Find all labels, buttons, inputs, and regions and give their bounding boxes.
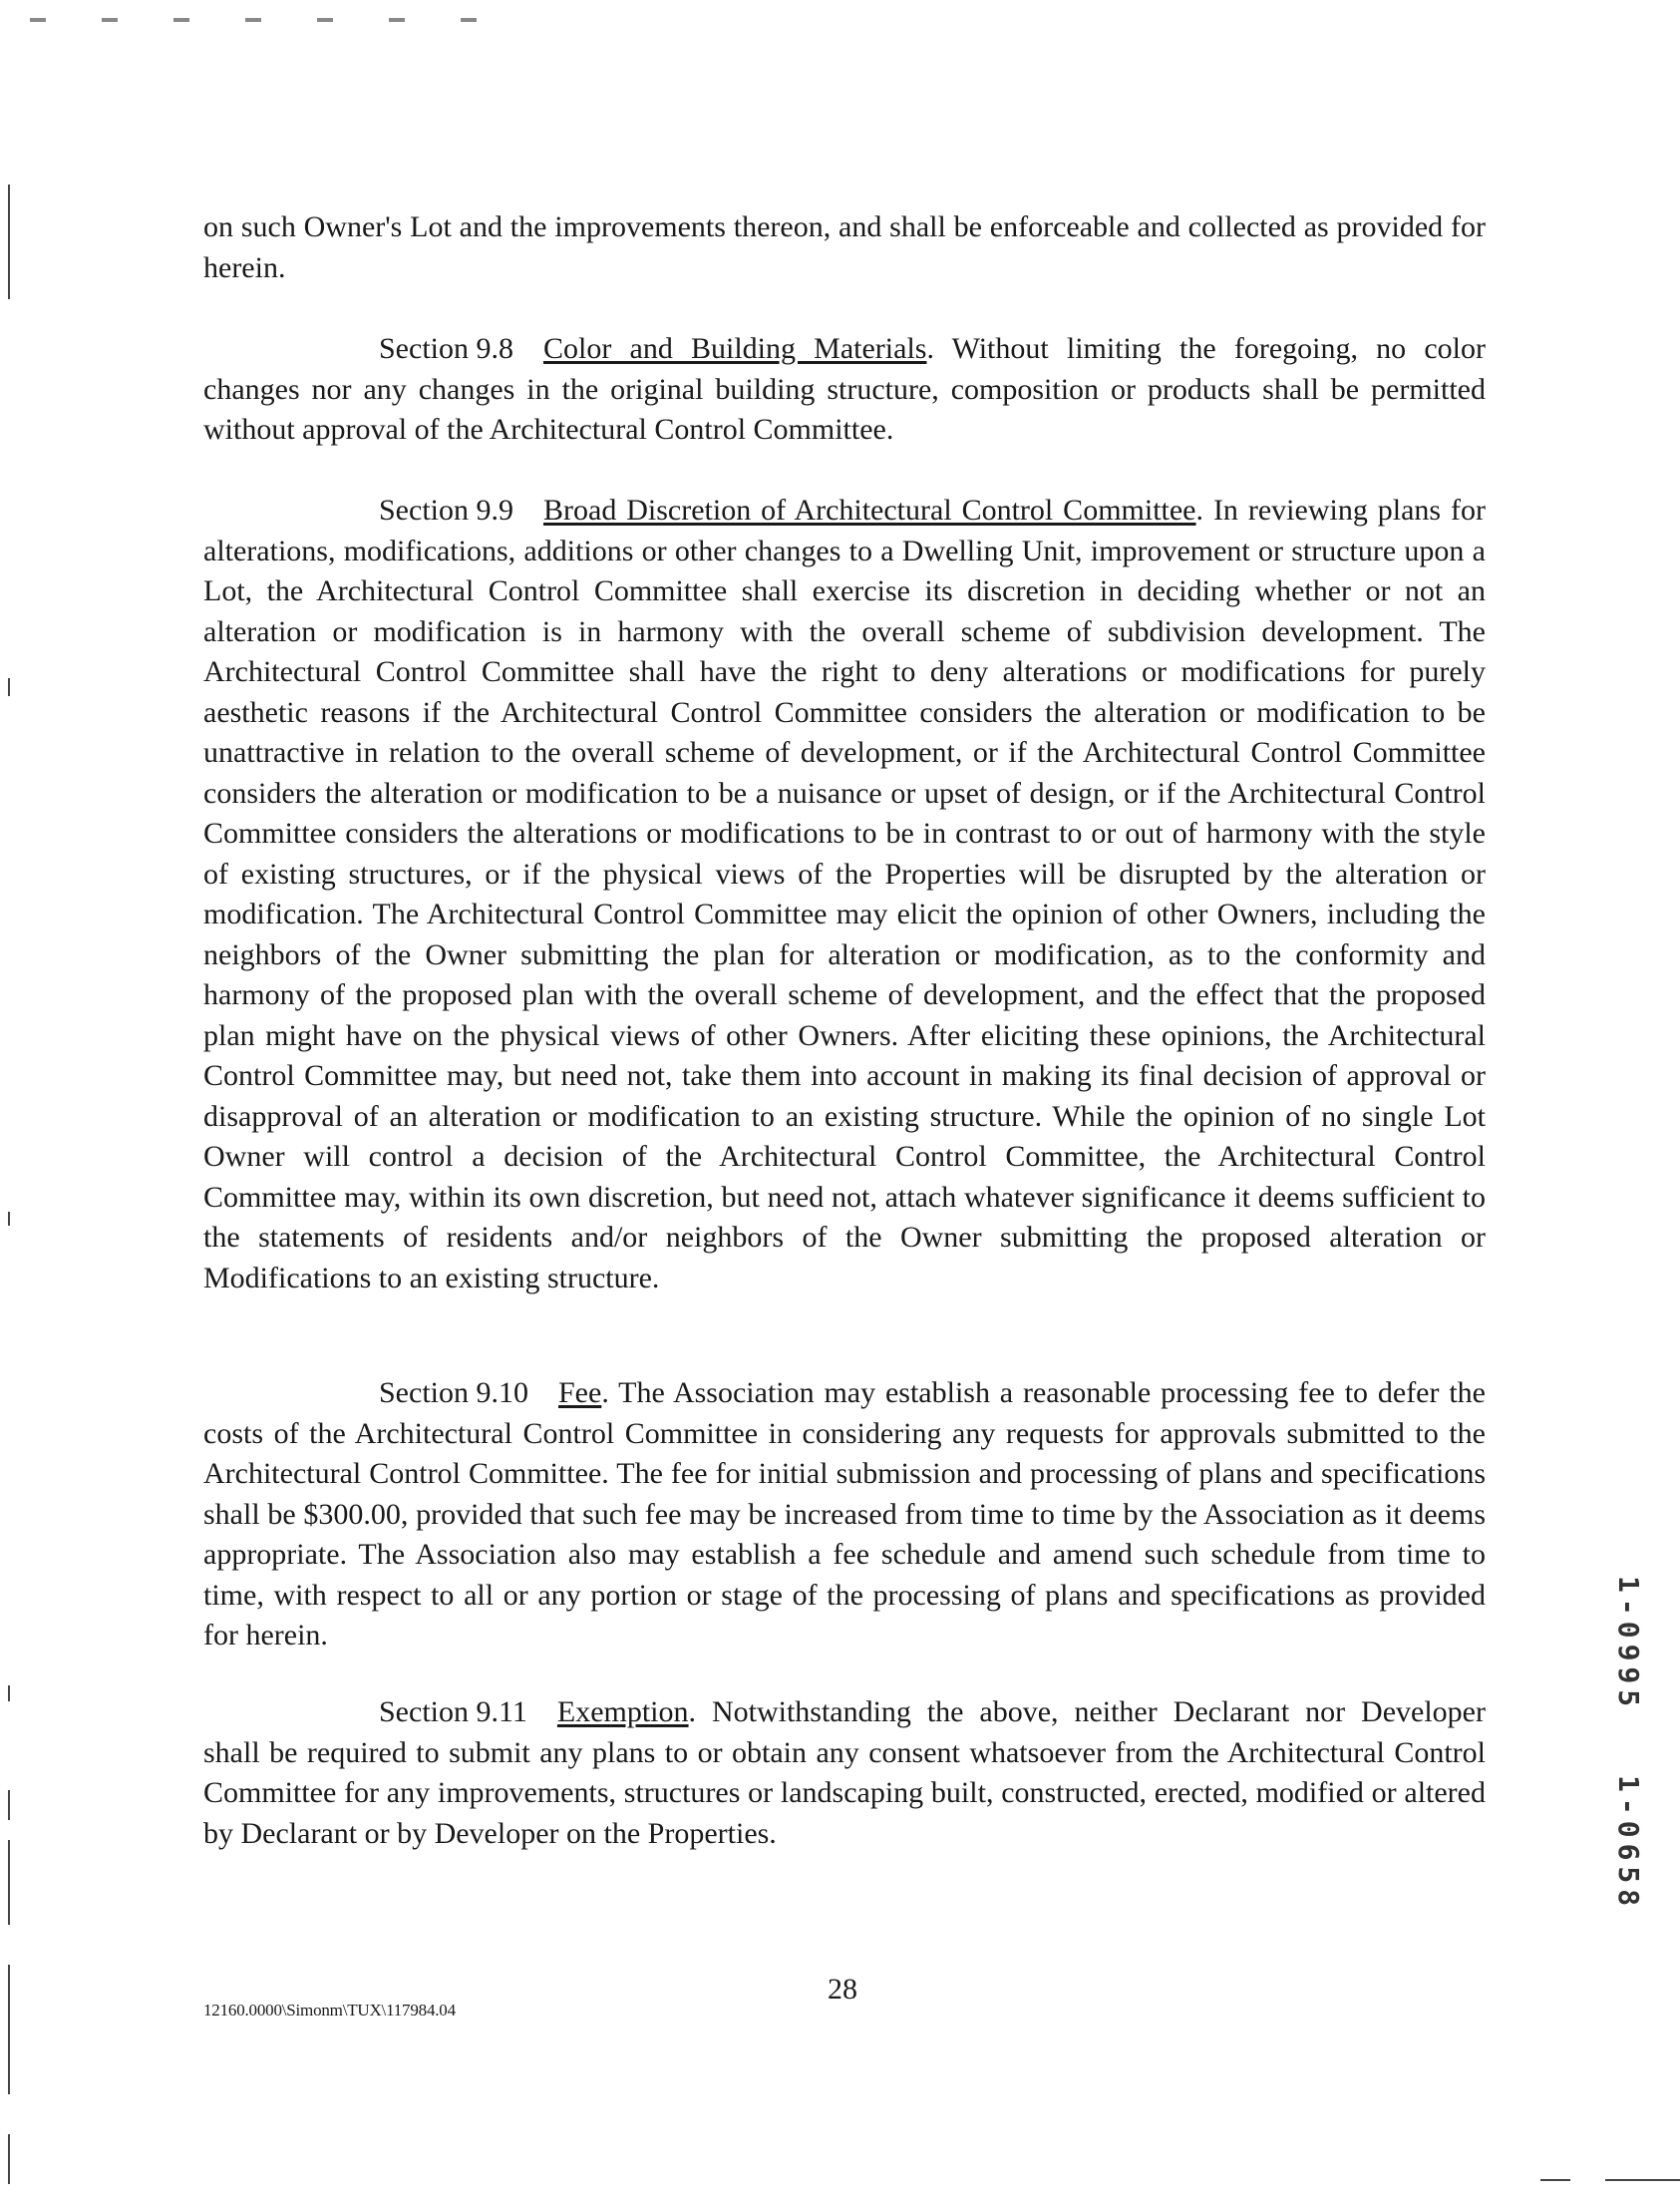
side-stamp-bottom: 1-0658 <box>1612 1775 1645 1913</box>
scan-edge-mark <box>8 1790 10 1820</box>
scan-edge-mark <box>8 2134 10 2184</box>
section-body: . In reviewing plans for alterations, modifications, additions or other changes to a Dwelling Unit, improvement or structure upon a Lot, the Architectural Control Committee shall exercise its discretion in deciding whether or not an alteration or modification is in harmony with the overall scheme of subdivision development. The Architectural Control Committee shall have the right to deny alterations or modifications for purely aesthetic reasons if the Architectural Control Committee considers the alteration or modification to be unattractive in relation to the overall scheme of development, or if the Architectural Control Committee considers the alteration or modification to be a nuisance or upset of design, or if the Architectural Control Committee considers the alterations or modifications to be in contrast to or out of harmony with the style of existing structures, or if the physical views of the Properties will be disrupted by the alteration or modification. The Architectural Control Committee may elicit the opinion of other Owners, including the neighbors of the Owner submitting the plan for alteration or modification, as to the conformity and harmony of the proposed plan with the overall scheme of development, and the effect that the proposed plan might have on the physical views of other Owners. After eliciting these opinions, the Architectural Control Committee may, but need not, take them into account in making its final decision of approval or disapproval of an alteration or modification to an existing structure. While the opinion of no single Lot Owner will control a decision of the Architectural Control Committee, the Architectural Control Committee may, within its own discretion, but need not, attach whatever significance it deems sufficient to the statements of residents and/or neighbors of the Owner submitting the proposed alteration or Modifications to an existing structure. <box>203 494 1486 1294</box>
section-label: Section 9.8 <box>379 332 513 365</box>
document-body <box>203 207 1486 288</box>
section-title: Fee <box>558 1376 602 1409</box>
page-number: 28 <box>828 1973 857 2006</box>
scan-corner-line <box>1605 2179 1680 2181</box>
intro-paragraph: on such Owner's Lot and the improvements thereon, and shall be enforceable and collected as provided for herein. <box>203 210 1486 284</box>
scan-edge-mark <box>8 678 10 696</box>
section-9-10 <box>203 1373 1486 1656</box>
section-label: Section 9.11 <box>379 1695 527 1728</box>
section-9-8 <box>203 329 1486 451</box>
section-body: . Without limiting the foregoing, no color changes nor any changes in the original building structure, composition or products shall be permitted without approval of the Architectural Control Committee. <box>203 332 1486 446</box>
scan-edge-mark <box>8 184 10 299</box>
section-9-11 <box>203 1692 1486 1854</box>
section-title: Color and Building Materials <box>543 332 927 365</box>
section-label: Section 9.10 <box>379 1376 528 1409</box>
scan-corner-line <box>1540 2179 1570 2181</box>
scan-artifact-dashes <box>30 18 528 22</box>
section-title: Exemption <box>556 1695 689 1728</box>
footer-reference: 12160.0000\Simonm\TUX\117984.04 <box>203 2001 456 2020</box>
section-title: Broad Discretion of Architectural Control Committee <box>543 494 1196 527</box>
section-label: Section 9.9 <box>379 494 513 527</box>
side-stamp-top: 1-0995 <box>1612 1576 1645 1713</box>
scan-edge-mark <box>8 1965 10 2094</box>
scan-edge-mark <box>8 1685 10 1701</box>
section-9-9 <box>203 491 1486 1298</box>
scan-edge-mark <box>8 1840 10 1925</box>
section-body: . Notwithstanding the above, neither Declarant nor Developer shall be required to submit any plans to or obtain any consent whatsoever from the Architectural Control Committee for any improvements, structures or landscaping built, constructed, erected, modified or altered by Declarant or by Developer on the Properties. <box>203 1695 1486 1850</box>
section-body: . The Association may establish a reasonable processing fee to defer the costs of the Architectural Control Committee in considering any requests for approvals submitted to the Architectural Control Committee. The fee for initial submission and processing of plans and specifications shall be $300.00, provided that such fee may be increased from time to time by the Association as it deems appropriate. The Association also may establish a fee schedule and amend such schedule from time to time, with respect to all or any portion or stage of the processing of plans and specifications as provided for herein. <box>203 1376 1486 1652</box>
scan-edge-mark <box>8 1212 10 1226</box>
